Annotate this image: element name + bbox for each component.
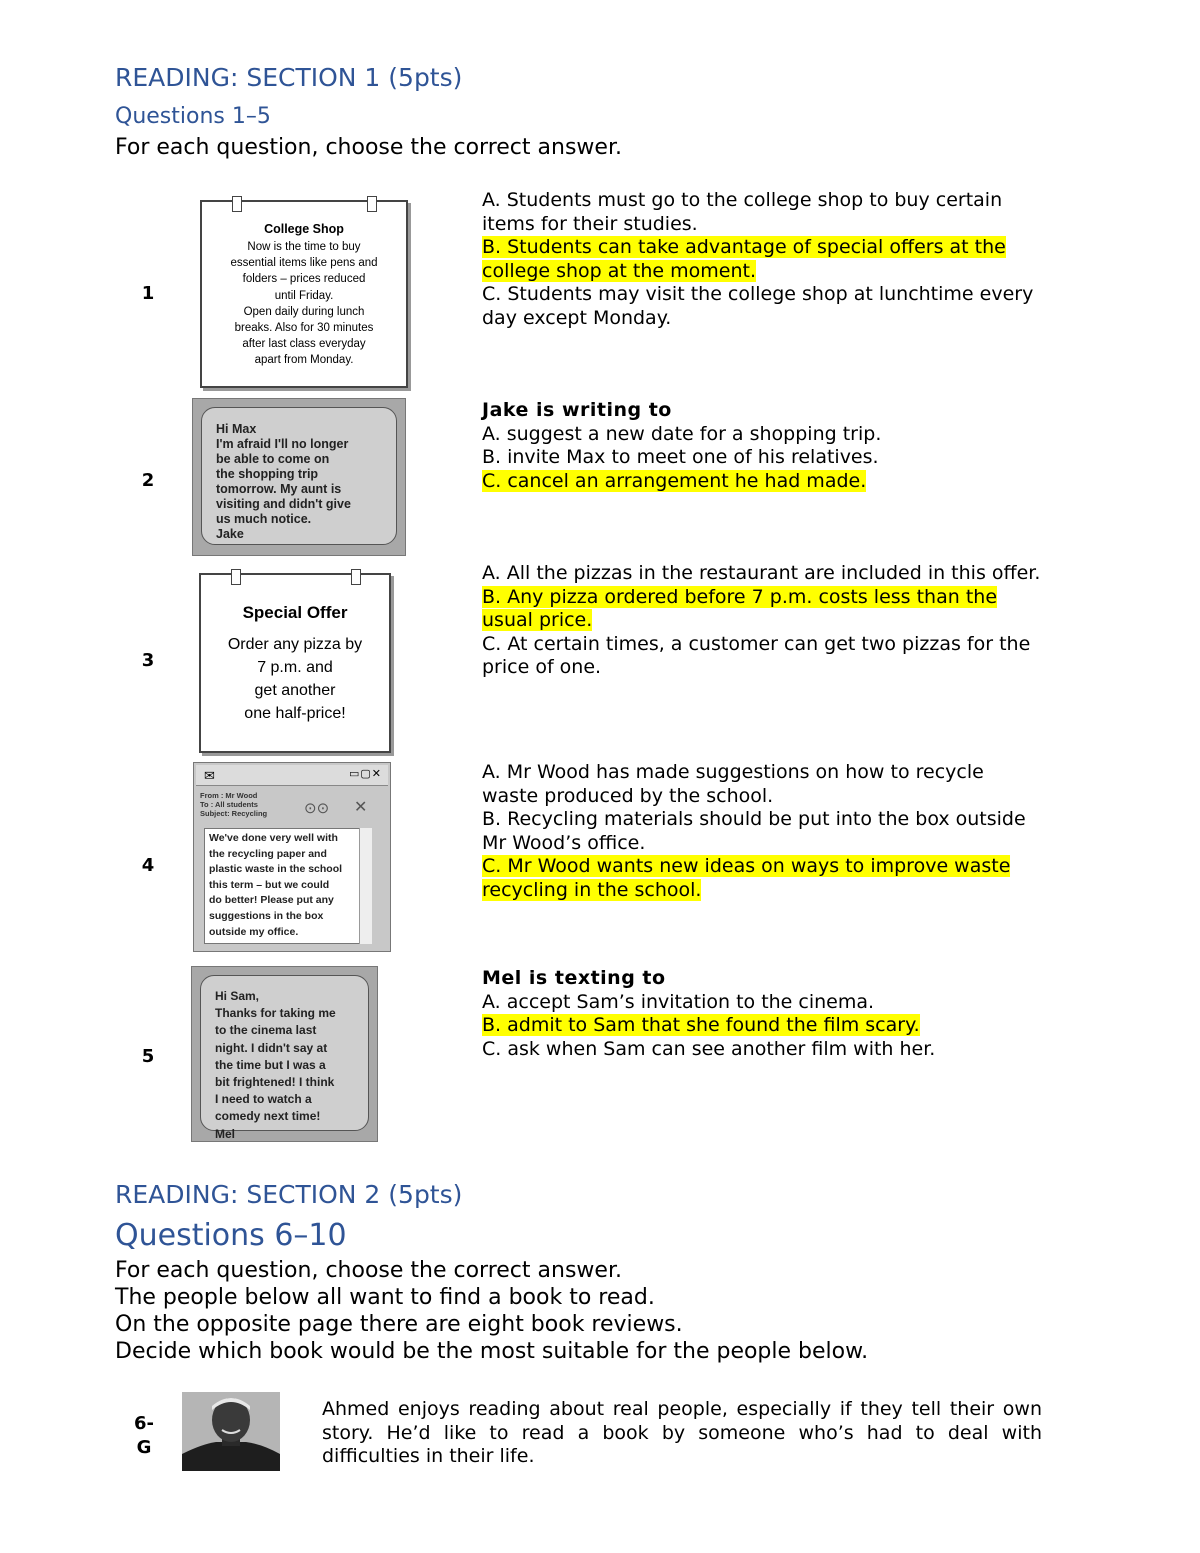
question-6-label: 6- G [134, 1413, 154, 1458]
option-a[interactable]: A. Mr Wood has made suggestions on how to recycle waste produced by the school. [482, 761, 984, 807]
option-b-correct[interactable]: B. admit to Sam that she found the film scary. [482, 1014, 920, 1036]
email-body: We've done very well with the recycling paper and plastic waste in the school this term – but we could do better! Please put any suggestions in the box outside my office. [204, 828, 372, 944]
person-photo-ahmed [182, 1392, 280, 1471]
message-bubble: Hi Sam, Thanks for taking me to the cinema last night. I didn't say at the time but I was a bit frightened! I think I need to watch a comedy next time! Mel [200, 975, 369, 1131]
special-offer-notice-image [199, 573, 391, 753]
question-number: 1 [141, 283, 155, 304]
option-c[interactable]: C. Students may visit the college shop at lunchtime every day except Monday. [482, 283, 1034, 329]
envelope-icon: ✉ [204, 768, 215, 783]
option-a[interactable]: A. accept Sam’s invitation to the cinema. [482, 990, 875, 1013]
message-bubble: Hi Max I'm afraid I'll no longer be able to come on the shopping trip tomorrow. My aunt is visiting and didn't give us much notice. Jake [201, 407, 397, 545]
option-a[interactable]: A. suggest a new date for a shopping trip. [482, 422, 882, 445]
question-stem: Jake is writing to [482, 399, 672, 421]
option-c[interactable]: C. ask when Sam can see another film with her. [482, 1037, 936, 1060]
text-message-image-mel [191, 966, 378, 1142]
text-message-image-jake [192, 398, 406, 556]
close-icon: ✕ [354, 799, 368, 816]
question-4-options [482, 761, 1042, 902]
option-c-correct[interactable]: C. Mr Wood wants new ideas on ways to improve waste recycling in the school. [482, 855, 1011, 901]
email-window-image [193, 762, 391, 952]
arrow-icons: ⊙⊙ [304, 800, 330, 817]
college-shop-notice-image [200, 200, 408, 388]
section1-questions-heading: Questions 1–5 [115, 104, 271, 129]
question-number: 3 [141, 650, 155, 671]
notice-title: Special Offer [242, 603, 348, 622]
window-controls-icon: ▭▢✕ [348, 768, 382, 780]
option-b-correct[interactable]: B. Any pizza ordered before 7 p.m. costs less than the usual price. [482, 585, 998, 631]
question-number: 4 [141, 855, 155, 876]
notice-title: College Shop [264, 222, 344, 236]
section1-title: READING: SECTION 1 (5pts) [115, 63, 463, 92]
notice-body: Order any pizza by 7 p.m. and get another one half-price! [227, 636, 363, 722]
question-3-options [482, 562, 1042, 680]
question-number: 5 [141, 1046, 155, 1067]
question-1-options [482, 189, 1042, 330]
option-b[interactable]: B. invite Max to meet one of his relatives. [482, 446, 879, 468]
scrollbar [359, 828, 372, 944]
question-2-options [482, 399, 1042, 493]
option-b-correct[interactable]: B. Students can take advantage of special offers at the college shop at the moment. [482, 236, 1006, 282]
option-b[interactable]: B. Recycling materials should be put into the box outside Mr Wood’s office. [482, 808, 1026, 854]
email-titlebar [196, 765, 388, 786]
question-5-options [482, 967, 1042, 1061]
option-c-correct[interactable]: C. cancel an arrangement he had made. [482, 469, 867, 492]
person-6-description: Ahmed enjoys reading about real people, especially if they tell their own story. He’d like to read a book by someone who’s had to deal with difficulties in their life. [322, 1398, 1042, 1467]
email-header: From : Mr Wood To : All students Subject: Recycling [200, 791, 268, 818]
option-c[interactable]: C. At certain times, a customer can get two pizzas for the price of one. [482, 632, 1031, 678]
option-a[interactable]: A. All the pizzas in the restaurant are included in this offer. [482, 562, 1041, 584]
option-a[interactable]: A. Students must go to the college shop to buy certain items for their studies. [482, 189, 1003, 235]
section2-instructions: For each question, choose the correct answer. The people below all want to find a book to read. On the opposite page there are eight book reviews. Decide which book would be the most suitable for the people below. [115, 1258, 869, 1364]
notice-body: Now is the time to buy essential items like pens and folders – prices reduced until Friday. Open daily during lunch breaks. Also for 30 minutes after last class everyday apart from Monday. [230, 241, 378, 367]
section2-title: READING: SECTION 2 (5pts) [115, 1180, 463, 1209]
section2-questions-heading: Questions 6–10 [115, 1218, 347, 1253]
question-number: 2 [141, 470, 155, 491]
question-stem: Mel is texting to [482, 967, 666, 989]
section1-instruction: For each question, choose the correct answer. [115, 135, 622, 160]
